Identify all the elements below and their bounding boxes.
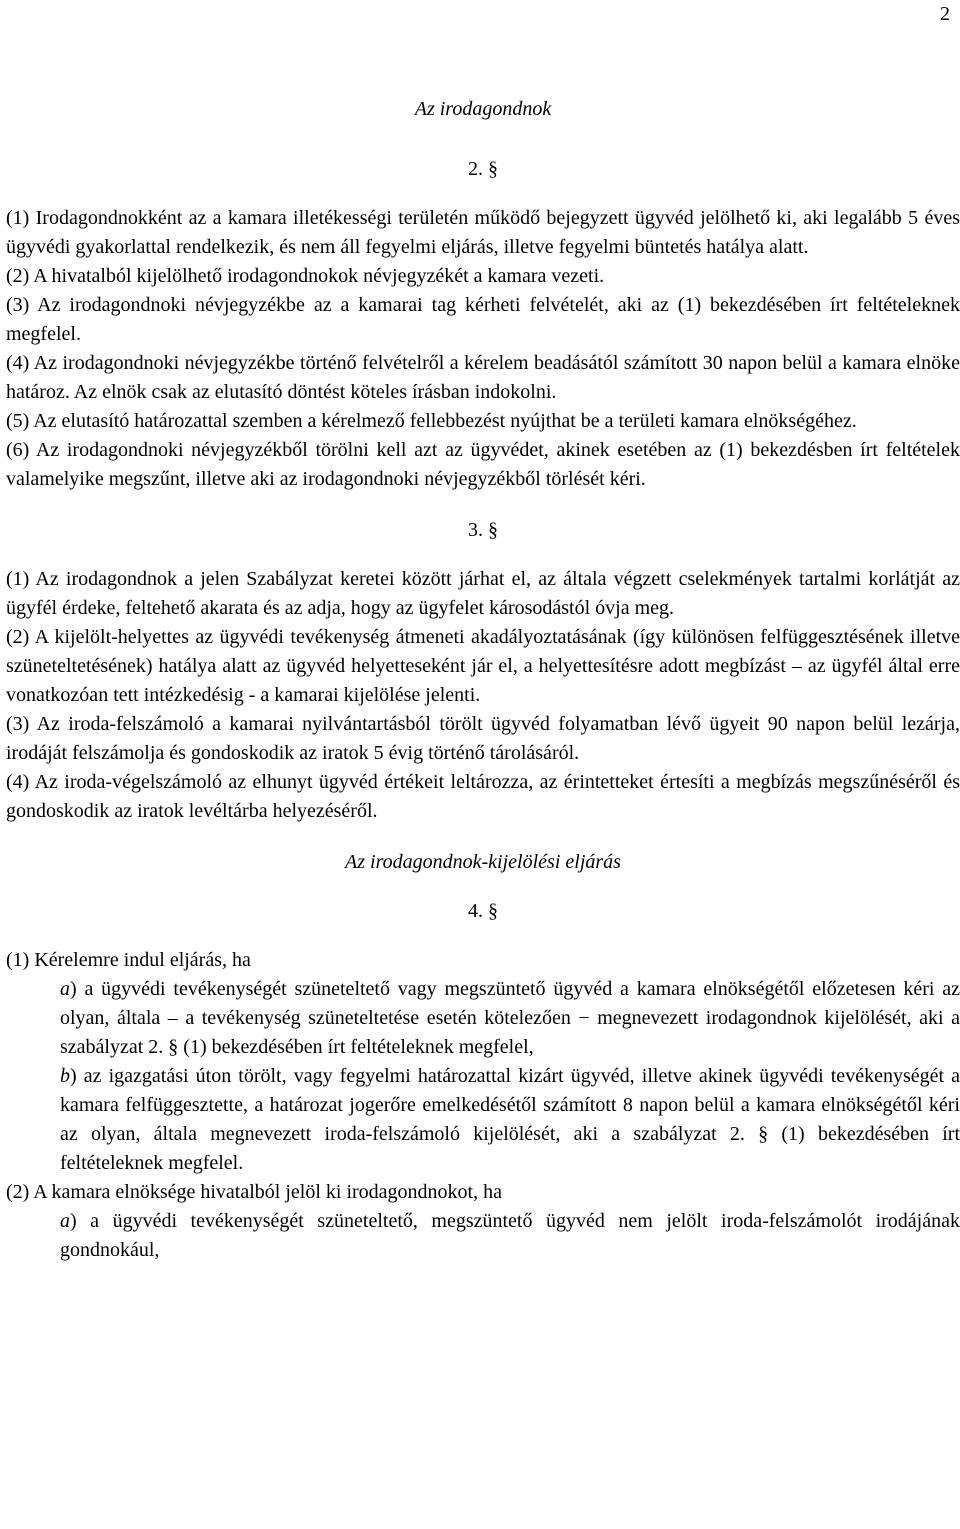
section-heading: Az irodagondnok — [414, 98, 552, 120]
paragraph: (2) A kamara elnöksége hivatalból jelöl ki irodagondnokot, ha — [6, 1181, 502, 1203]
paragraph: (3) Az iroda-felszámoló a kamarai nyilvántartásból törölt ügyvéd folyamatban lévő ügyeit 90 napon belül lezárja, irodáját felszámolja és gondoskodik az iratok 5 évig történő tárolásáról. — [6, 713, 960, 764]
section-number: 2. § — [468, 158, 498, 180]
item-letter: a — [60, 978, 70, 1000]
paragraph: (1) Irodagondnokként az a kamara illetékességi területén működő bejegyzett ügyvéd jelölhető ki, aki legalább 5 éves ügyvédi gyakorlattal rendelkezik, és nem áll fegyelmi eljárás, illetve fegyelmi büntetés hatálya alatt. — [6, 207, 960, 258]
paragraph: (6) Az irodagondnoki névjegyzékből törölni kell azt az ügyvédet, akinek esetében az (1) bekezdésben írt feltételek valamelyike megszűnt, illetve aki az irodagondnoki névjegyzékből törlését kéri. — [6, 439, 960, 490]
document-body — [6, 95, 960, 1265]
item-letter: b — [60, 1065, 70, 1087]
item-text: ) az igazgatási úton törölt, vagy fegyelmi határozattal kizárt ügyvéd, illetve akinek ügyvédi tevékenységét a kamara felfüggesztette, a határozat jogerőre emelkedésétől számított 8 napon belül a kamara elnökségétől kéri az olyan, általa megnevezett iroda-felszámoló kijelölését, aki a szabályzat 2. § (1) bekezdésében írt feltételeknek megfelel. — [60, 1065, 960, 1174]
paragraph: (2) A hivatalból kijelölhető irodagondnokok névjegyzékét a kamara vezeti. — [6, 265, 605, 287]
list-item — [60, 1062, 960, 1178]
list-item — [60, 1207, 960, 1265]
paragraph: (1) Kérelemre indul eljárás, ha — [6, 949, 251, 971]
paragraph: (5) Az elutasító határozattal szemben a kérelmező fellebbezést nyújthat be a területi kamara elnökségéhez. — [6, 410, 857, 432]
section-heading: Az irodagondnok-kijelölési eljárás — [345, 851, 621, 873]
paragraph: (3) Az irodagondnoki névjegyzékbe az a kamarai tag kérheti felvételét, aki az (1) bekezdésében írt feltételeknek megfelel. — [6, 294, 960, 345]
section-number: 4. § — [468, 900, 498, 922]
item-text: ) a ügyvédi tevékenységét szüneteltető, megszüntető ügyvéd nem jelölt iroda-felszámolót irodájának gondnokául, — [60, 1210, 960, 1261]
paragraph: (4) Az iroda-végelszámoló az elhunyt ügyvéd értékeit leltározza, az érintetteket értesíti a megbízás megszűnéséről és gondoskodik az iratok levéltárba helyezéséről. — [6, 771, 960, 822]
item-letter: a — [60, 1210, 70, 1232]
list-item — [60, 975, 960, 1062]
item-text: ) a ügyvédi tevékenységét szüneteltető vagy megszüntető ügyvéd a kamara elnökségétől előzetesen kéri az olyan, általa – a tevékenység szüneteltetése esetén kötelezően − megnevezett irodagondnok kijelölését, aki a szabályzat 2. § (1) bekezdésében írt feltételeknek megfelel, — [60, 978, 960, 1058]
paragraph: (4) Az irodagondnoki névjegyzékbe történő felvételről a kérelem beadásától számított 30 napon belül a kamara elnöke határoz. Az elnök csak az elutasító döntést köteles írásban indokolni. — [6, 352, 960, 403]
paragraph: (1) Az irodagondnok a jelen Szabályzat keretei között járhat el, az általa végzett cselekmények tartalmi korlátját az ügyfél érdeke, feltehető akarata és az adja, hogy az ügyfelet károsodástól óvja meg. — [6, 568, 960, 619]
page-number: 2 — [940, 3, 950, 25]
section-number: 3. § — [468, 519, 498, 541]
paragraph: (2) A kijelölt-helyettes az ügyvédi tevékenység átmeneti akadályoztatásának (így különösen felfüggesztésének illetve szüneteltetésének) hatálya alatt az ügyvéd helyetteseként jár el, a helyettesítésre adott megbízást – az ügyfél által erre vonatkozóan tett intézkedésig - a kamarai kijelölése jelenti. — [6, 626, 960, 706]
